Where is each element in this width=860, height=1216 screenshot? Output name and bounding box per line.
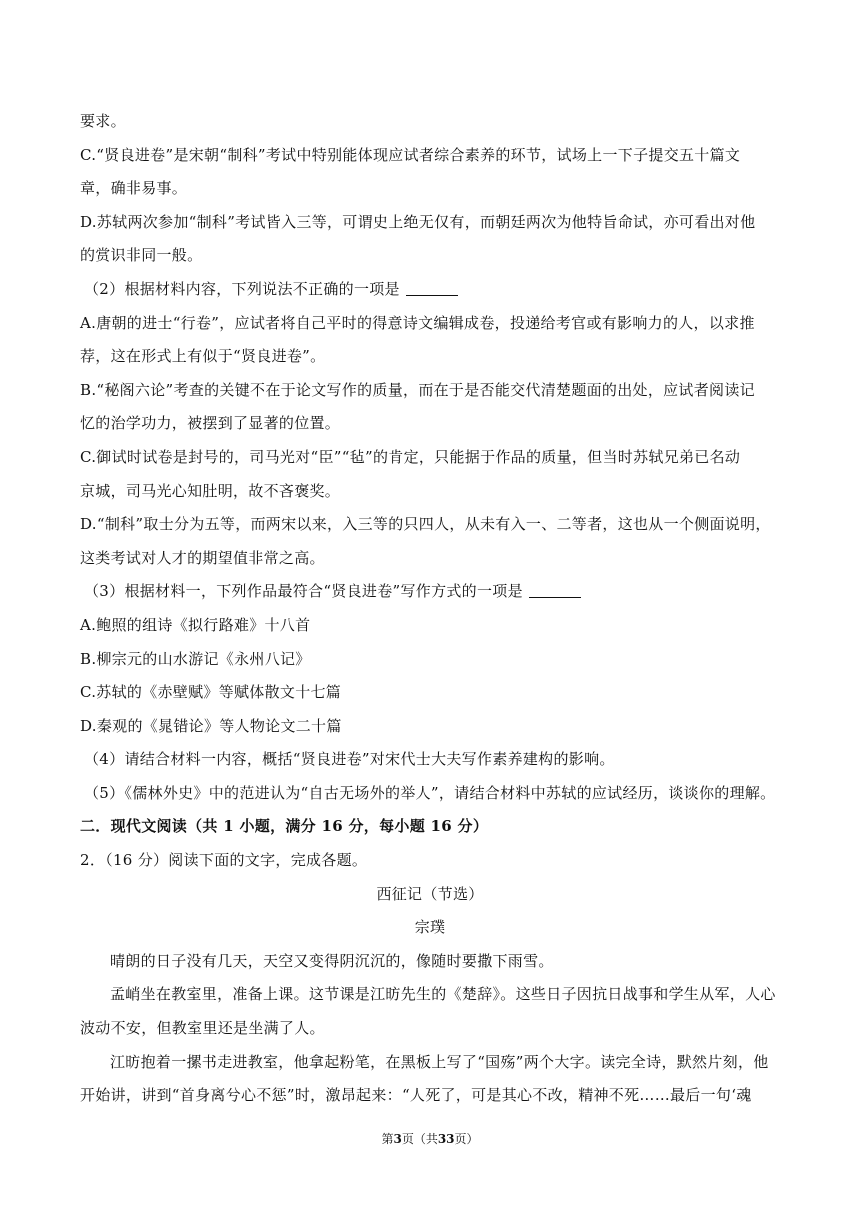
question-2: [80, 273, 780, 307]
option-d-line: D.秦观的《晁错论》等人物论文二十篇: [80, 716, 342, 735]
question-5: （5）《儒林外史》中的范进认为“自古无场外的举人”，请结合材料中苏轼的应试经历，谈谈你的理解。: [84, 783, 776, 802]
section-heading: 二．现代文阅读（共 1 小题，满分 16 分，每小题 16 分）: [80, 817, 489, 836]
footer-suffix: 页）: [454, 1132, 479, 1146]
answer-blank: [529, 583, 581, 598]
option-b-line: B.“秘阁六论”考查的关键不在于论文写作的质量，而在于是否能交代清楚题面的出处，应试者阅读记: [80, 380, 755, 399]
page-content: [80, 105, 780, 1113]
footer-middle: 页（共: [401, 1132, 438, 1146]
passage-paragraph: 晴朗的日子没有几天，天空又变得阴沉沉的，像随时要撒下雨雪。: [110, 951, 554, 970]
passage-author: 宗璞: [414, 918, 446, 937]
text-line: 这类考试对人才的期望值非常之高。: [80, 548, 325, 567]
passage-paragraph: 江昉抱着一摞书走进教室，他拿起粉笔，在黑板上写了“国殇”两个大字。读完全诗，默然片刻，他开始讲，讲到“首身离兮心不惩”时，激昂起来：“人死了，可是其心不改，精神不死……最后一句‘魂: [80, 1052, 769, 1105]
footer-total-pages: 33: [437, 1132, 455, 1146]
option-b-line: B.柳宗元的山水游记《永州八记》: [80, 649, 311, 668]
question-3-text: （3）根据材料一，下列作品最符合“贤良进卷”写作方式的一项是: [84, 582, 523, 601]
text-line: 荐，这在形式上有似于“贤良进卷”。: [80, 347, 326, 366]
footer-prefix: 第: [381, 1132, 394, 1146]
question-4: （4）请结合材料一内容，概括“贤良进卷”对宋代士大夫写作素养建构的影响。: [84, 750, 615, 769]
option-a-line: A.唐朝的进士“行卷”，应试者将自己平时的得意诗文编辑成卷，投递给考官或有影响力的人，以求推: [80, 313, 755, 332]
question-intro: 2．（16 分）阅读下面的文字，完成各题。: [80, 851, 368, 870]
option-c-line: C.“贤良进卷”是宋朝“制科”考试中特别能体现应试者综合素养的环节，试场上一下子提交五十篇文: [80, 145, 741, 164]
question-3: [80, 575, 780, 609]
passage-title: 西征记（节选）: [376, 884, 484, 903]
passage-paragraph: 孟峭坐在教室里，准备上课。这节课是江昉先生的《楚辞》。这些日子因抗日战事和学生从军，人心波动不安，但教室里还是坐满了人。: [80, 985, 776, 1038]
answer-blank: [406, 281, 458, 296]
option-d-line: D.“制科”取士分为五等，而两宋以来，入三等的只四人，从未有入一、二等者，这也从一个侧面说明，: [80, 515, 771, 534]
text-line: 要求。: [80, 112, 126, 130]
text-line: 的赏识非同一般。: [80, 246, 203, 265]
text-line: 京城，司马光心知肚明，故不吝褒奖。: [80, 481, 341, 500]
option-d-line: D.苏轼两次参加“制科”考试皆入三等，可谓史上绝无仅有，而朝廷两次为他特旨命试，亦可看出对他: [80, 212, 756, 231]
option-c-line: C.苏轼的《赤壁赋》等赋体散文十七篇: [80, 683, 342, 702]
option-a-line: A.鲍照的组诗《拟行路难》十八首: [80, 615, 311, 634]
option-c-line: C.御试时试卷是封号的，司马光对“臣”“毡”的肯定，只能据于作品的质量，但当时苏轼兄弟已名动: [80, 447, 741, 466]
text-line: 忆的治学功力，被摆到了显著的位置。: [80, 414, 341, 433]
question-2-text: （2）根据材料内容，下列说法不正确的一项是: [84, 279, 400, 298]
page-footer: [0, 1130, 860, 1147]
footer-page-number: 3: [393, 1132, 402, 1146]
text-line: 章，确非易事。: [80, 179, 188, 198]
